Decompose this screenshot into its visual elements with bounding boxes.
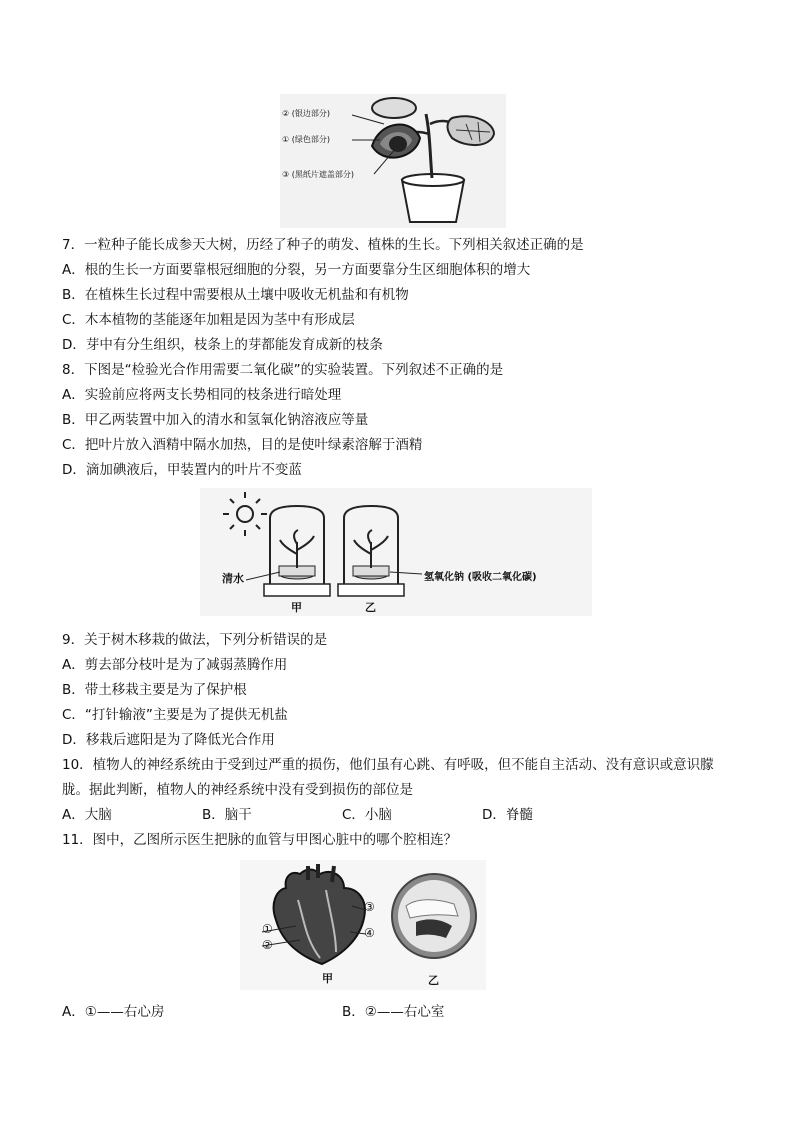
q7-option-a: A．根的生长一方面要靠根冠细胞的分裂，另一方面要靠分生区细胞体积的增大 bbox=[62, 262, 531, 278]
q10-option-b: B．脑干 bbox=[202, 807, 252, 823]
q7-option-d: D．芽中有分生组织，枝条上的芽都能发育成新的枝条 bbox=[62, 337, 383, 353]
q7-stem: 7．一粒种子能长成参天大树，历经了种子的萌发、植株的生长。下列相关叙述正确的是 bbox=[62, 237, 584, 253]
jar-label-yi: 乙 bbox=[365, 601, 376, 614]
q8-stem: 8．下图是“检验光合作用需要二氧化碳”的实验装置。下列叙述不正确的是 bbox=[62, 362, 504, 378]
bell-jar-experiment-figure bbox=[200, 488, 592, 616]
plant-experiment-figure bbox=[280, 94, 506, 228]
q10-option-d: D．脊髓 bbox=[482, 807, 533, 823]
heart-label-2: ② bbox=[262, 938, 273, 952]
q9-option-a: A．剪去部分枝叶是为了减弱蒸腾作用 bbox=[62, 657, 288, 673]
plant-label-black-paper: ③ (黑纸片遮盖部分) bbox=[282, 170, 354, 179]
jar-label-jia: 甲 bbox=[291, 601, 302, 614]
plant-label-silver-edge: ② (银边部分) bbox=[282, 109, 330, 118]
q10-stem-line2: 胧。据此判断，植物人的神经系统中没有受到损伤的部位是 bbox=[62, 782, 413, 798]
q8-option-c: C．把叶片放入酒精中隔水加热，目的是使叶绿素溶解于酒精 bbox=[62, 437, 423, 453]
q9-stem: 9．关于树木移栽的做法，下列分析错误的是 bbox=[62, 632, 328, 648]
water-label: 清水 bbox=[222, 572, 244, 585]
heart-label-jia: 甲 bbox=[322, 972, 333, 985]
q11-stem: 11．图中，乙图所示医生把脉的血管与甲图心脏中的哪个腔相连？ bbox=[62, 832, 458, 848]
q7-option-b: B．在植株生长过程中需要根从土壤中吸收无机盐和有机物 bbox=[62, 287, 409, 303]
q8-option-d: D．滴加碘液后，甲装置内的叶片不变蓝 bbox=[62, 462, 302, 478]
q11-option-b: B．②——右心室 bbox=[342, 1004, 445, 1020]
q7-option-c: C．木本植物的茎能逐年加粗是因为茎中有形成层 bbox=[62, 312, 355, 328]
q10-stem-line1: 10．植物人的神经系统由于受到过严重的损伤，他们虽有心跳、有呼吸，但不能自主活动、没有意识或意识朦 bbox=[62, 757, 714, 773]
q10-option-c: C．小脑 bbox=[342, 807, 392, 823]
heart-label-1: ① bbox=[262, 922, 273, 936]
q8-option-a: A．实验前应将两支长势相同的枝条进行暗处理 bbox=[62, 387, 342, 403]
q9-option-d: D．移栽后遮阳是为了降低光合作用 bbox=[62, 732, 275, 748]
q8-option-b: B．甲乙两装置中加入的清水和氢氧化钠溶液应等量 bbox=[62, 412, 369, 428]
heart-label-yi: 乙 bbox=[428, 974, 439, 987]
heart-pulse-figure bbox=[240, 860, 486, 990]
q9-option-c: C．“打针输液”主要是为了提供无机盐 bbox=[62, 707, 288, 723]
heart-label-4: ④ bbox=[364, 926, 375, 940]
plant-label-green-part: ① (绿色部分) bbox=[282, 135, 330, 144]
naoh-label: 氢氧化钠 (吸收二氧化碳) bbox=[424, 572, 537, 583]
q10-option-a: A．大脑 bbox=[62, 807, 112, 823]
q11-option-a: A．①——右心房 bbox=[62, 1004, 165, 1020]
q9-option-b: B．带土移栽主要是为了保护根 bbox=[62, 682, 247, 698]
heart-label-3: ③ bbox=[364, 900, 375, 914]
